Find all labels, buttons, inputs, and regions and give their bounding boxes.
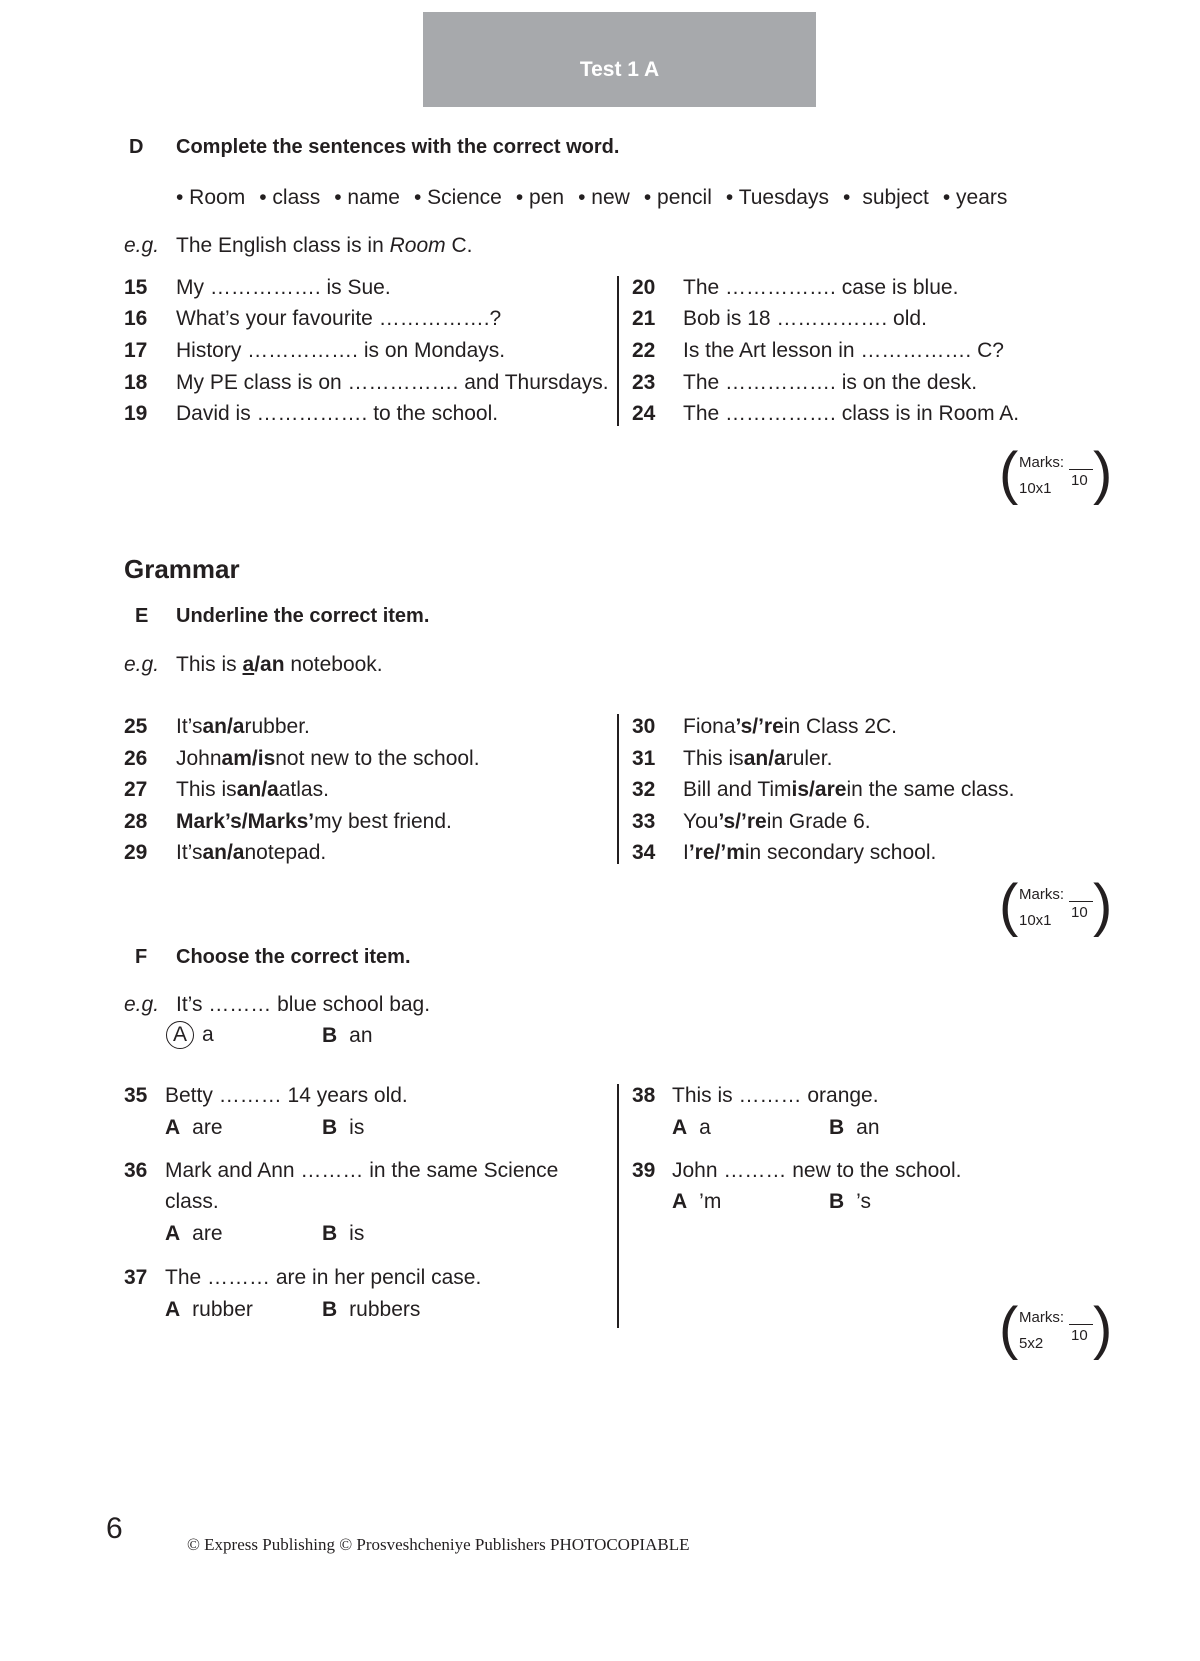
example-label: e.g. bbox=[124, 234, 160, 257]
section-d-example: The English class is in Room C. bbox=[176, 234, 473, 257]
word-bank-item: • Science bbox=[413, 186, 502, 209]
word-bank-item: • class bbox=[259, 186, 321, 209]
q39-option-b: B ’s bbox=[829, 1190, 871, 1213]
circled-answer: A bbox=[166, 1021, 194, 1049]
question-33: 33 You ’s/’re in Grade 6. bbox=[632, 810, 871, 833]
q35-option-b: B is bbox=[322, 1116, 365, 1139]
example-option-a: A a bbox=[166, 1021, 214, 1049]
section-f-example: It’s ……… blue school bag. bbox=[176, 993, 431, 1016]
test-title-banner bbox=[423, 12, 816, 107]
question-39: 39 John ……… new to the school. bbox=[632, 1159, 962, 1182]
column-divider bbox=[617, 276, 619, 426]
question-20: 20 The ……………. case is blue. bbox=[632, 276, 959, 299]
section-f-instruction: Choose the correct item. bbox=[176, 946, 411, 968]
section-e-letter: E bbox=[135, 605, 149, 627]
word-bank-item: • pen bbox=[515, 186, 565, 209]
word-bank bbox=[176, 186, 1021, 210]
q38-option-a: A a bbox=[672, 1116, 711, 1139]
word-bank-item: • name bbox=[334, 186, 400, 209]
section-f-letter: F bbox=[135, 946, 148, 968]
word-bank-item: • years bbox=[942, 186, 1008, 209]
q38-option-b: B an bbox=[829, 1116, 880, 1139]
question-16: 16 What’s your favourite …………….? bbox=[124, 307, 502, 330]
q37-option-a: A rubber bbox=[165, 1298, 253, 1321]
question-21: 21 Bob is 18 ……………. old. bbox=[632, 307, 927, 330]
copyright-footer: © Express Publishing © Prosveshcheniye Publishers PHOTOCOPIABLE bbox=[187, 1535, 690, 1554]
q35-option-a: A are bbox=[165, 1116, 223, 1139]
column-divider bbox=[617, 714, 619, 864]
question-35: 35 Betty ……… 14 years old. bbox=[124, 1084, 408, 1107]
example-label: e.g. bbox=[124, 993, 160, 1016]
question-23: 23 The ……………. is on the desk. bbox=[632, 371, 978, 394]
question-17: 17 History ……………. is on Mondays. bbox=[124, 339, 506, 362]
column-divider bbox=[617, 1084, 619, 1328]
question-15: 15 My ……………. is Sue. bbox=[124, 276, 391, 299]
question-38: 38 This is ……… orange. bbox=[632, 1084, 879, 1107]
question-18: 18 My PE class is on ……………. and Thursdays. bbox=[124, 371, 609, 394]
word-bank-item: • bbox=[842, 186, 851, 209]
question-32: 32 Bill and Tim is/are in the same class. bbox=[632, 778, 1015, 801]
marks-box-f: ( Marks: 5x2 10 ) bbox=[999, 1296, 1113, 1361]
question-36: 36 Mark and Ann ……… in the same Science bbox=[124, 1159, 559, 1182]
question-30: 30 Fiona ’s/’re in Class 2C. bbox=[632, 715, 897, 738]
word-bank-item: • pencil bbox=[643, 186, 712, 209]
test-title: Test 1 A bbox=[579, 58, 660, 81]
q36-text-continued: class. bbox=[165, 1190, 219, 1213]
example-option-b: B an bbox=[322, 1024, 373, 1047]
question-26: 26 John am/is not new to the school. bbox=[124, 747, 480, 770]
word-bank-item: • Tuesdays bbox=[725, 186, 829, 209]
question-31: 31 This is an/a ruler. bbox=[632, 747, 833, 770]
grammar-heading: Grammar bbox=[124, 554, 240, 584]
q39-option-a: A ’m bbox=[672, 1190, 722, 1213]
q37-option-b: B rubbers bbox=[322, 1298, 421, 1321]
section-e-example: This is a/an notebook. bbox=[176, 653, 383, 676]
question-29: 29 It’s an/a notepad. bbox=[124, 841, 327, 864]
question-28: 28 Mark’s/Marks’ my best friend. bbox=[124, 810, 452, 833]
question-34: 34 I ’re/’m in secondary school. bbox=[632, 841, 937, 864]
q36-option-a: A are bbox=[165, 1222, 223, 1245]
question-24: 24 The ……………. class is in Room A. bbox=[632, 402, 1020, 425]
question-22: 22 Is the Art lesson in ……………. C? bbox=[632, 339, 1004, 362]
marks-box-d: ( Marks: 10x1 10 ) bbox=[999, 441, 1113, 506]
section-d-letter: D bbox=[129, 136, 144, 158]
page-number: 6 bbox=[106, 1512, 123, 1545]
example-label: e.g. bbox=[124, 653, 160, 676]
q36-option-b: B is bbox=[322, 1222, 365, 1245]
section-d-instruction: Complete the sentences with the correct word. bbox=[176, 136, 620, 158]
word-bank-item: • Room bbox=[176, 186, 246, 209]
word-bank-item: subject bbox=[862, 186, 929, 209]
question-19: 19 David is ……………. to the school. bbox=[124, 402, 499, 425]
question-25: 25 It’s an/a rubber. bbox=[124, 715, 310, 738]
marks-box-e: ( Marks: 10x1 10 ) bbox=[999, 873, 1113, 938]
section-e-instruction: Underline the correct item. bbox=[176, 605, 430, 627]
question-37: 37 The ……… are in her pencil case. bbox=[124, 1266, 482, 1289]
word-bank-item: • new bbox=[578, 186, 630, 209]
question-27: 27 This is an/a atlas. bbox=[124, 778, 329, 801]
